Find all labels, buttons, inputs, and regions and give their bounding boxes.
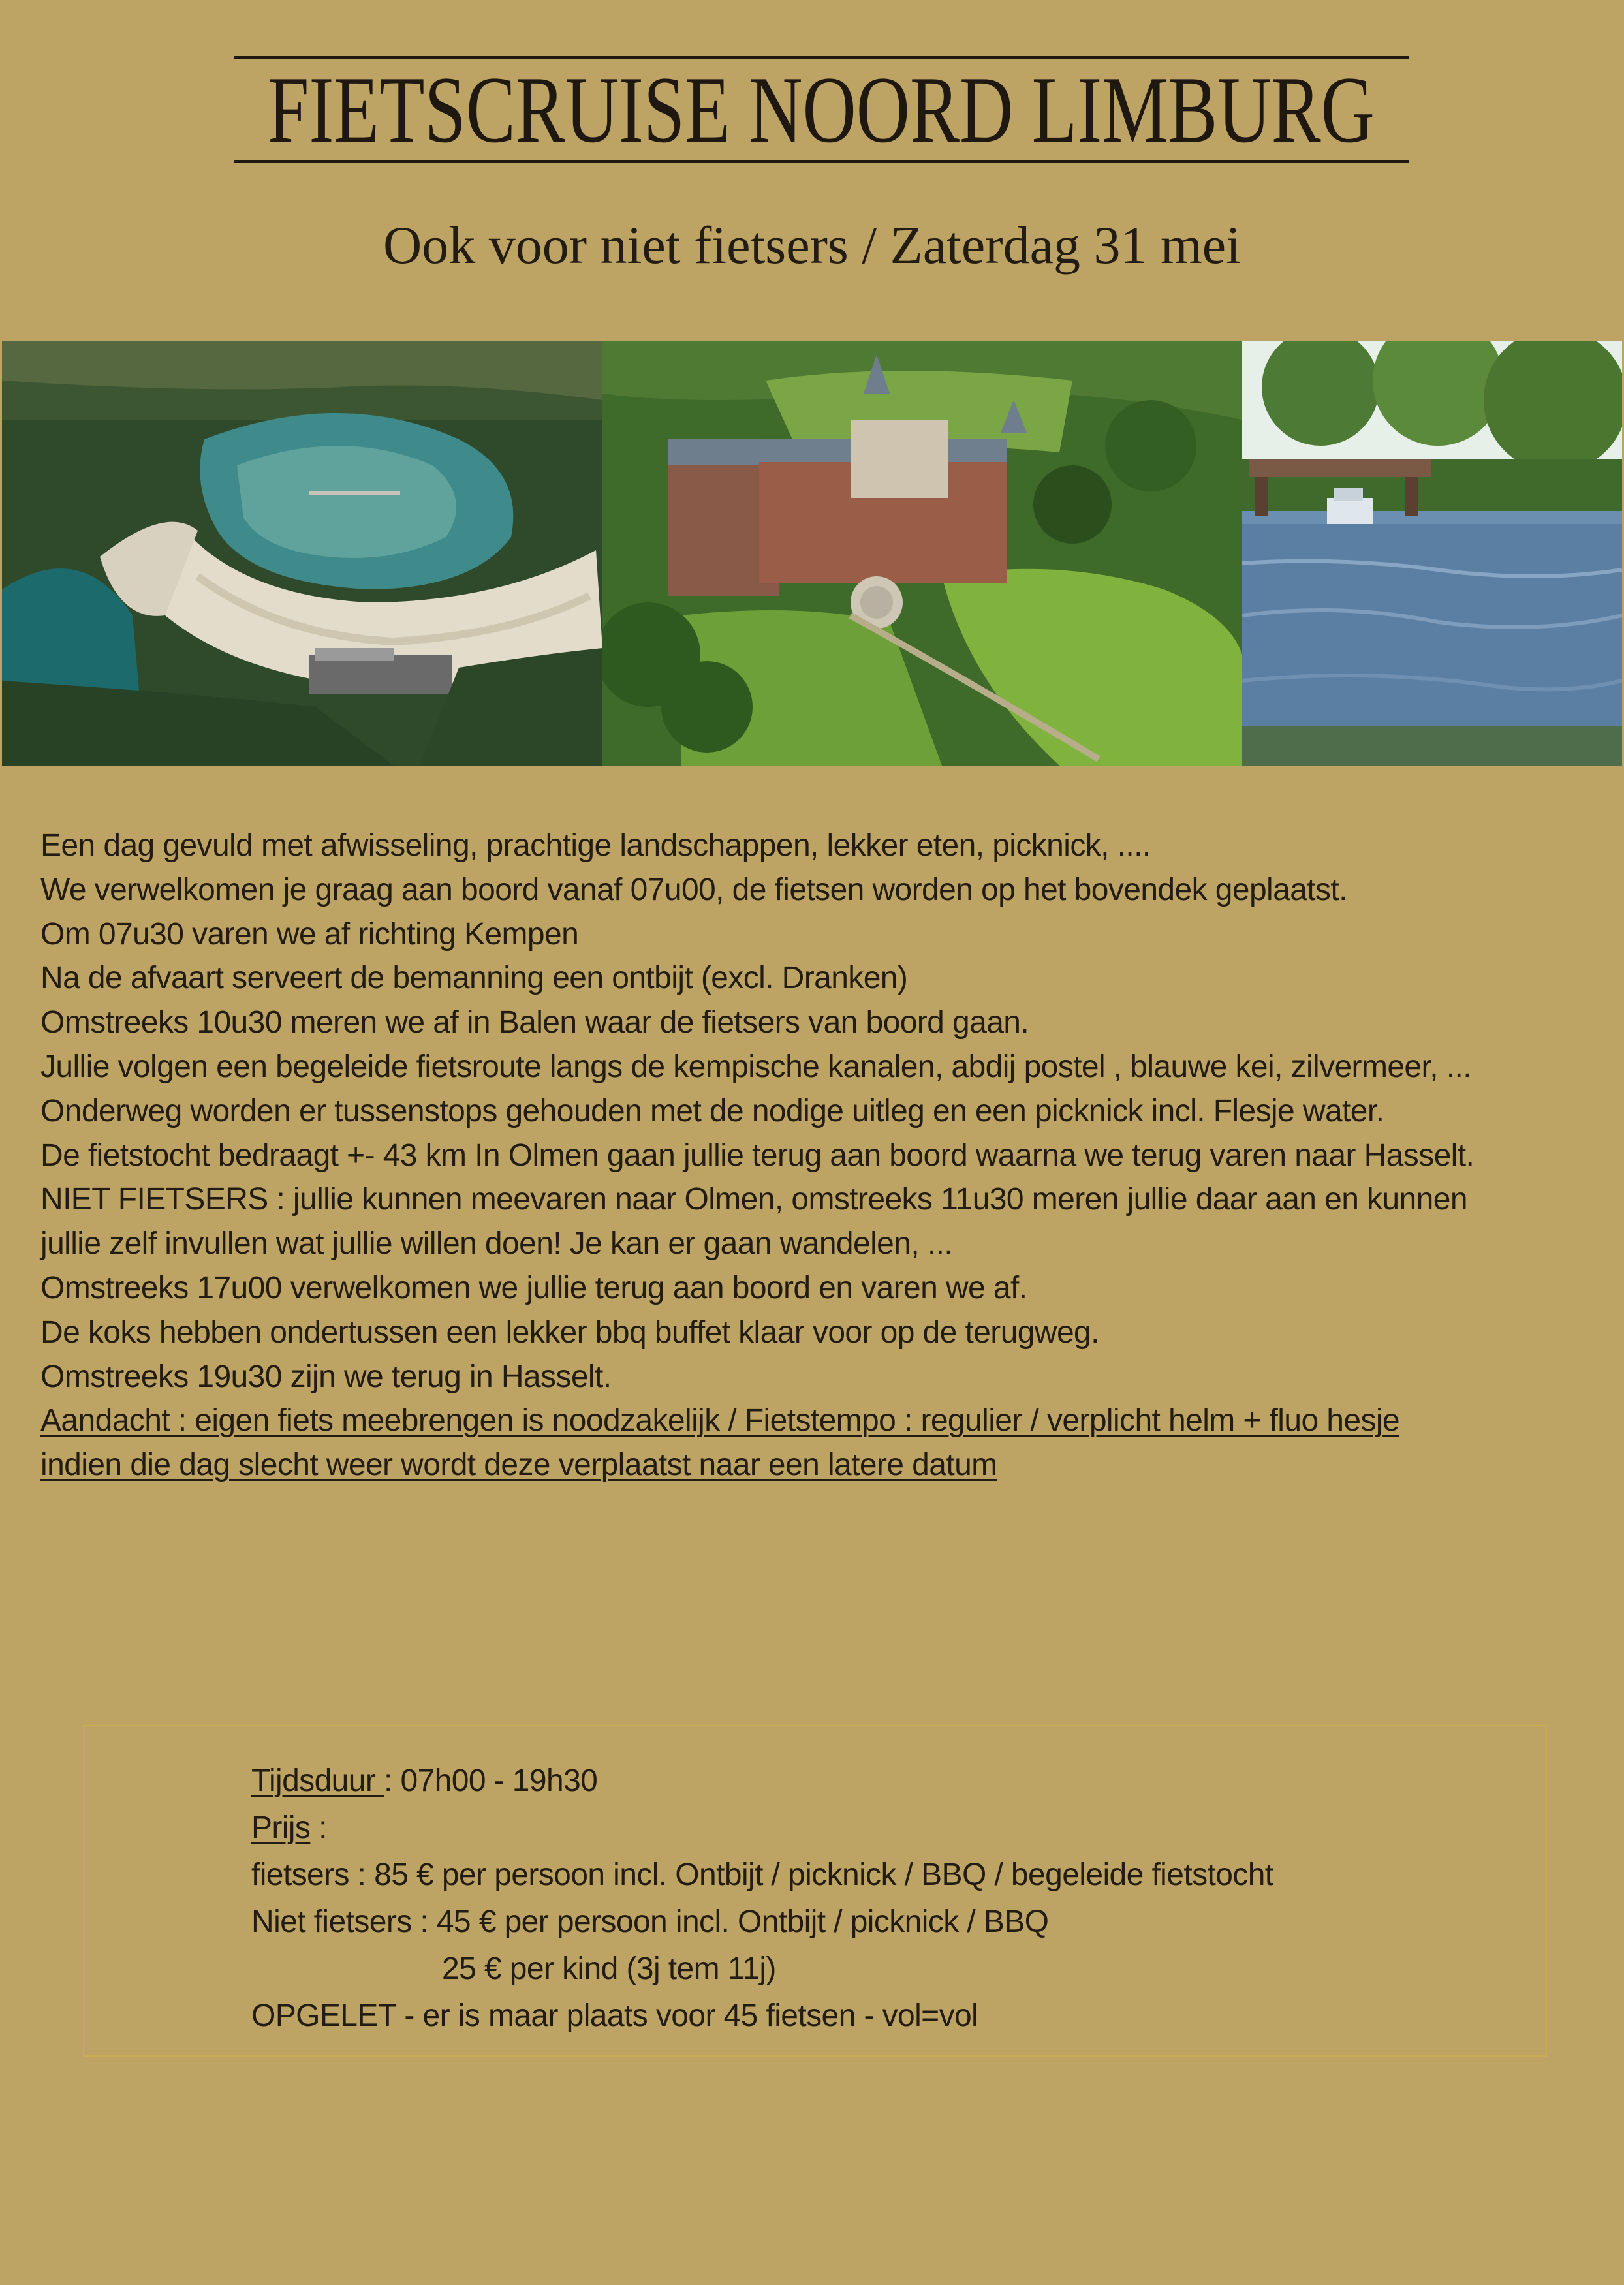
description-line: Omstreeks 17u00 verwelkomen we jullie terug aan boord en varen we af. xyxy=(40,1270,1027,1305)
event-description xyxy=(40,824,1607,1487)
abbey-aerial-photo xyxy=(602,341,1242,766)
description-line: Een dag gevuld met afwisseling, prachtige landschappen, lekker eten, picknick, .... xyxy=(40,828,1151,863)
description-line: NIET FIETSERS : jullie kunnen meevaren naar Olmen, omstreeks 11u30 meren jullie daar aan en kunnen xyxy=(40,1182,1467,1217)
notice-line: Aandacht : eigen fiets meebrengen is noodzakelijk / Fietstempo : regulier / verplicht helm + fluo hesje xyxy=(40,1403,1400,1438)
description-line: Onderweg worden er tussenstops gehouden met de nodige uitleg en een picknick incl. Flesje water. xyxy=(40,1093,1384,1128)
price-colon: : xyxy=(310,1811,327,1845)
description-line: Jullie volgen een begeleide fietsroute langs de kempische kanalen, abdij postel , blauwe kei, zilvermeer, ... xyxy=(40,1049,1471,1084)
duration-label: Tijdsduur xyxy=(251,1764,384,1798)
price-label: Prijs xyxy=(251,1811,311,1845)
description-line: De fietstocht bedraagt +- 43 km In Olmen gaan jullie terug aan boord waarna we terug varen naar Hasselt. xyxy=(40,1138,1475,1173)
description-line: Omstreeks 19u30 zijn we terug in Hasselt. xyxy=(40,1359,612,1394)
duration-value: : 07h00 - 19h30 xyxy=(383,1764,598,1798)
price-child: 25 € per kind (3j tem 11j) xyxy=(442,1951,776,1986)
capacity-warning: OPGELET - er is maar plaats voor 45 fietsen - vol=vol xyxy=(251,1998,978,2033)
duration-row xyxy=(251,1758,1524,1805)
page-title: FIETSCRUISE NOORD LIMBURG xyxy=(268,57,1375,163)
canal-boat-photo xyxy=(1242,341,1622,766)
info-details xyxy=(251,1758,1524,2040)
photo-strip xyxy=(2,341,1622,766)
price-non-cyclists: Niet fietsers : 45 € per persoon incl. Ontbijt / picknick / BBQ xyxy=(251,1904,1049,1939)
description-line: jullie zelf invullen wat jullie willen doen! Je kan er gaan wandelen, ... xyxy=(40,1226,953,1262)
description-line: De koks hebben ondertussen een lekker bbq buffet klaar voor op de terugweg. xyxy=(40,1314,1099,1350)
price-cyclists: fietsers : 85 € per persoon incl. Ontbijt / picknick / BBQ / begeleide fietstocht xyxy=(251,1858,1273,1892)
notice-line: indien die dag slecht weer wordt deze verplaatst naar een latere datum xyxy=(40,1448,997,1483)
page-subtitle: Ook voor niet fietsers / Zaterdag 31 mei xyxy=(383,215,1241,275)
description-line: Om 07u30 varen we af richting Kempen xyxy=(40,916,579,952)
title-banner xyxy=(234,56,1409,163)
price-row xyxy=(251,1805,1524,1852)
description-line: We verwelkomen je graag aan boord vanaf 07u00, de fietsen worden op het bovendek geplaatst. xyxy=(40,872,1347,907)
description-line: Na de afvaart serveert de bemanning een ontbijt (excl. Dranken) xyxy=(40,961,908,996)
description-line: Omstreeks 10u30 meren we af in Balen waar de fietsers van boord gaan. xyxy=(40,1005,1029,1040)
lake-beach-photo xyxy=(2,341,602,766)
